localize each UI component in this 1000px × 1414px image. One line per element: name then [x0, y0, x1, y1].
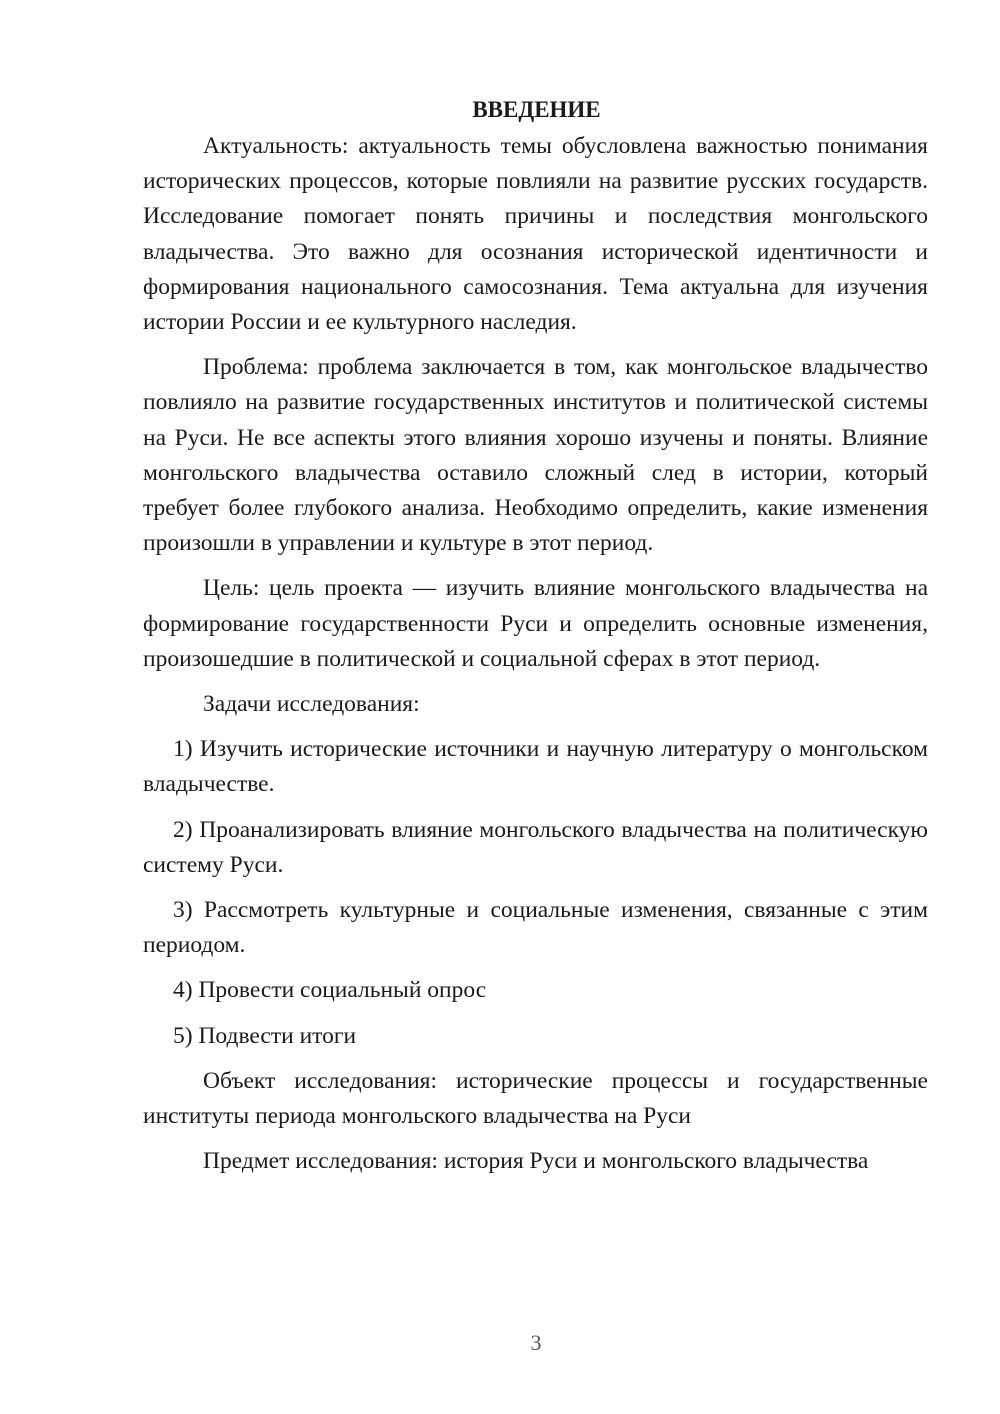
problem-paragraph: Проблема: проблема заключается в том, как монгольское владычество повлияло на развитие государственных институтов и политической системы на Руси. Не все аспекты этого влияния хорошо изучены и поняты. Влияние монгольского владычества оставило сложный след в истории, который требует более глубокого анализа. Необходимо определить, какие изменения произошли в управлении и культуре в этот период.: [143, 354, 928, 557]
tasks-heading: Задачи исследования:: [203, 691, 420, 718]
task-item: 3) Рассмотреть культурные и социальные изменения, связанные с этим периодом.: [143, 897, 928, 959]
relevance-paragraph: Актуальность: актуальность темы обусловлена важностью понимания исторических процессов, которые повлияли на развитие русских государств. Исследование помогает понять причины и последствия монгольского владычества. Это важно для осознания исторической идентичности и формирования национального самосознания. Тема актуальна для изучения истории России и ее культурного наследия.: [143, 133, 928, 336]
task-item: 4) Провести социальный опрос: [173, 977, 487, 1004]
task-item: 5) Подвести итоги: [173, 1022, 357, 1049]
subject-paragraph: Предмет исследования: история Руси и монгольского владычества: [203, 1148, 869, 1175]
section-heading: ВВЕДЕНИЕ: [472, 97, 601, 122]
task-item: 1) Изучить исторические источники и научную литературу о монгольском владычестве.: [143, 736, 928, 798]
page-number: 3: [530, 1330, 542, 1355]
goal-paragraph: Цель: цель проекта — изучить влияние монгольского владычества на формирование государственности Руси и определить основные изменения, произошедшие в политической и социальной сферах в этот период.: [143, 575, 928, 672]
document-page: [143, 92, 928, 1189]
tasks-list: [143, 732, 928, 1054]
task-item: 2) Проанализировать влияние монгольского владычества на политическую систему Руси.: [143, 816, 928, 878]
object-paragraph: Объект исследования: исторические процессы и государственные институты периода монгольского владычества на Руси: [143, 1067, 928, 1130]
